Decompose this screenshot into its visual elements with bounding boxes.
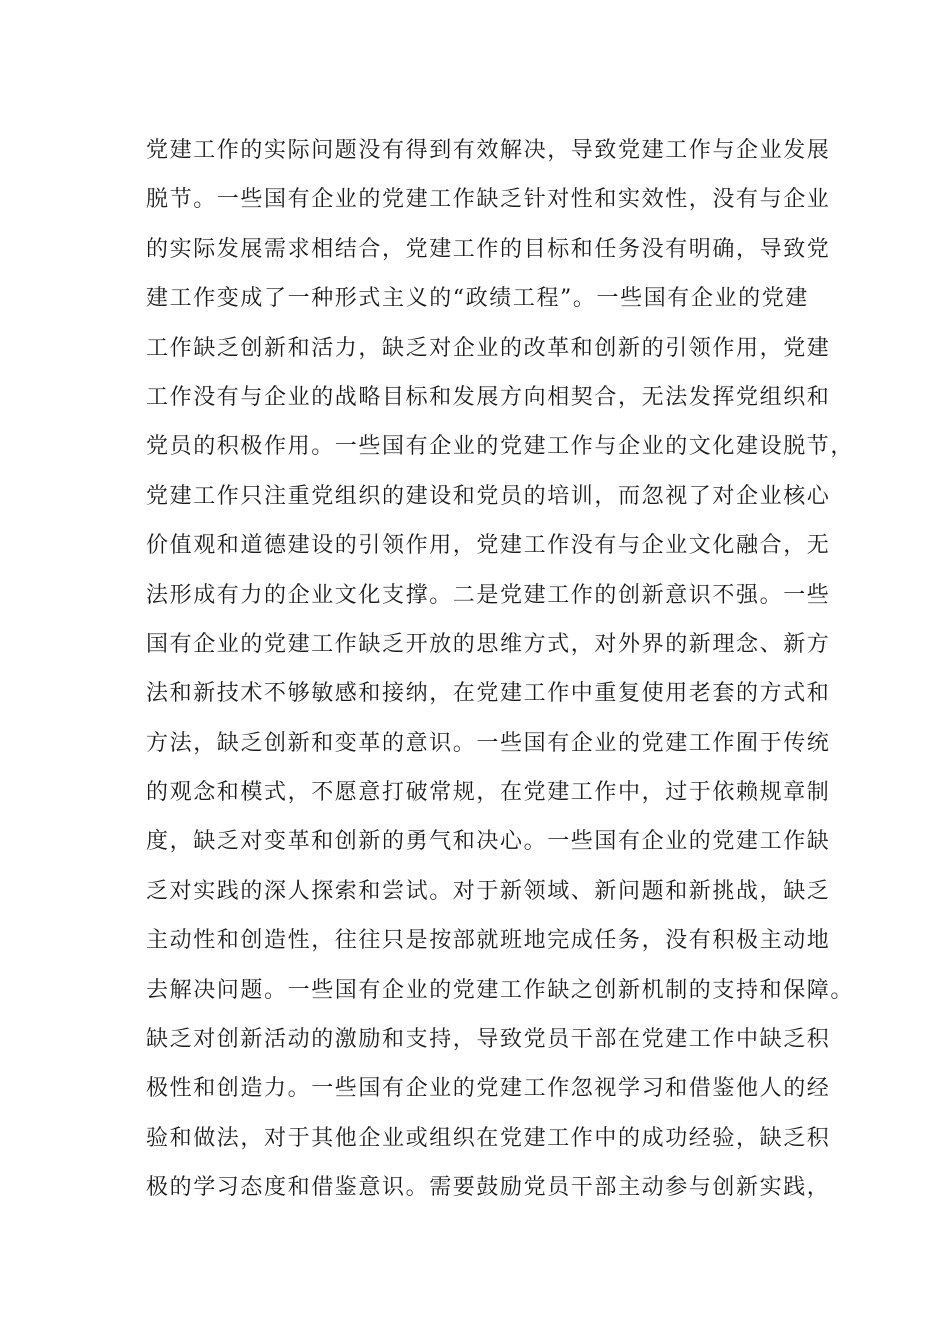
text-line: 价值观和道德建设的引领作用，党建工作没有与企业文化融合，无 bbox=[146, 533, 831, 559]
text-line: 党建工作只注重党组织的建设和党员的培训，而忽视了对企业核心 bbox=[146, 483, 831, 509]
text-line: 度，缺乏对变革和创新的勇气和决心。一些国有企业的党建工作缺 bbox=[146, 829, 831, 855]
text-line: 党员的积极作用。一些国有企业的党建工作与企业的文化建设脱节， bbox=[146, 434, 855, 460]
text-line: 主动性和创造性，往往只是按部就班地完成任务，没有积极主动地 bbox=[146, 928, 831, 954]
text-line: 党建工作的实际问题没有得到有效解决，导致党建工作与企业发展 bbox=[146, 138, 831, 163]
text-line: 法形成有力的企业文化支撑。二是党建工作的创新意识不强。一些 bbox=[146, 582, 831, 608]
text-line: 工作缺乏创新和活力，缺乏对企业的改革和创新的引领作用，党建 bbox=[146, 335, 831, 361]
text-line: 极的学习态度和借鉴意识。需要鼓励党员干部主动参与创新实践， bbox=[146, 1175, 831, 1201]
body-text bbox=[146, 131, 855, 1218]
text-line: 的实际发展需求相结合，党建工作的目标和任务没有明确，导致党 bbox=[146, 236, 831, 262]
text-line: 方法，缺乏创新和变革的意识。一些国有企业的党建工作囿于传统 bbox=[146, 730, 831, 756]
text-line: 脱节。一些国有企业的党建工作缺乏针对性和实效性，没有与企业 bbox=[146, 187, 831, 213]
text-line: 建工作变成了一种形式主义的“政绩工程”。一些国有企业的党建 bbox=[146, 286, 809, 312]
text-line: 的观念和模式，不愿意打破常规，在党建工作中，过于依赖规章制 bbox=[146, 780, 831, 806]
text-line: 乏对实践的深人探索和尝试。对于新领域、新问题和新挑战，缺乏 bbox=[146, 878, 831, 904]
text-line: 工作没有与企业的战略目标和发展方向相契合，无法发挥党组织和 bbox=[146, 384, 831, 410]
text-line: 去解决问题。一些国有企业的党建工作缺之创新机制的支持和保障。 bbox=[146, 977, 855, 1003]
text-line: 法和新技术不够敏感和接纳，在党建工作中重复使用老套的方式和 bbox=[146, 681, 831, 707]
text-line: 缺乏对创新活动的激励和支持，导致党员干部在党建工作中缺乏积 bbox=[146, 1027, 831, 1053]
text-line: 国有企业的党建工作缺乏开放的思维方式，对外界的新理念、新方 bbox=[146, 631, 831, 657]
text-line: 极性和创造力。一些国有企业的党建工作忽视学习和借鉴他人的经 bbox=[146, 1076, 831, 1102]
text-line: 验和做法，对于其他企业或组织在党建工作中的成功经验，缺乏积 bbox=[146, 1125, 831, 1151]
